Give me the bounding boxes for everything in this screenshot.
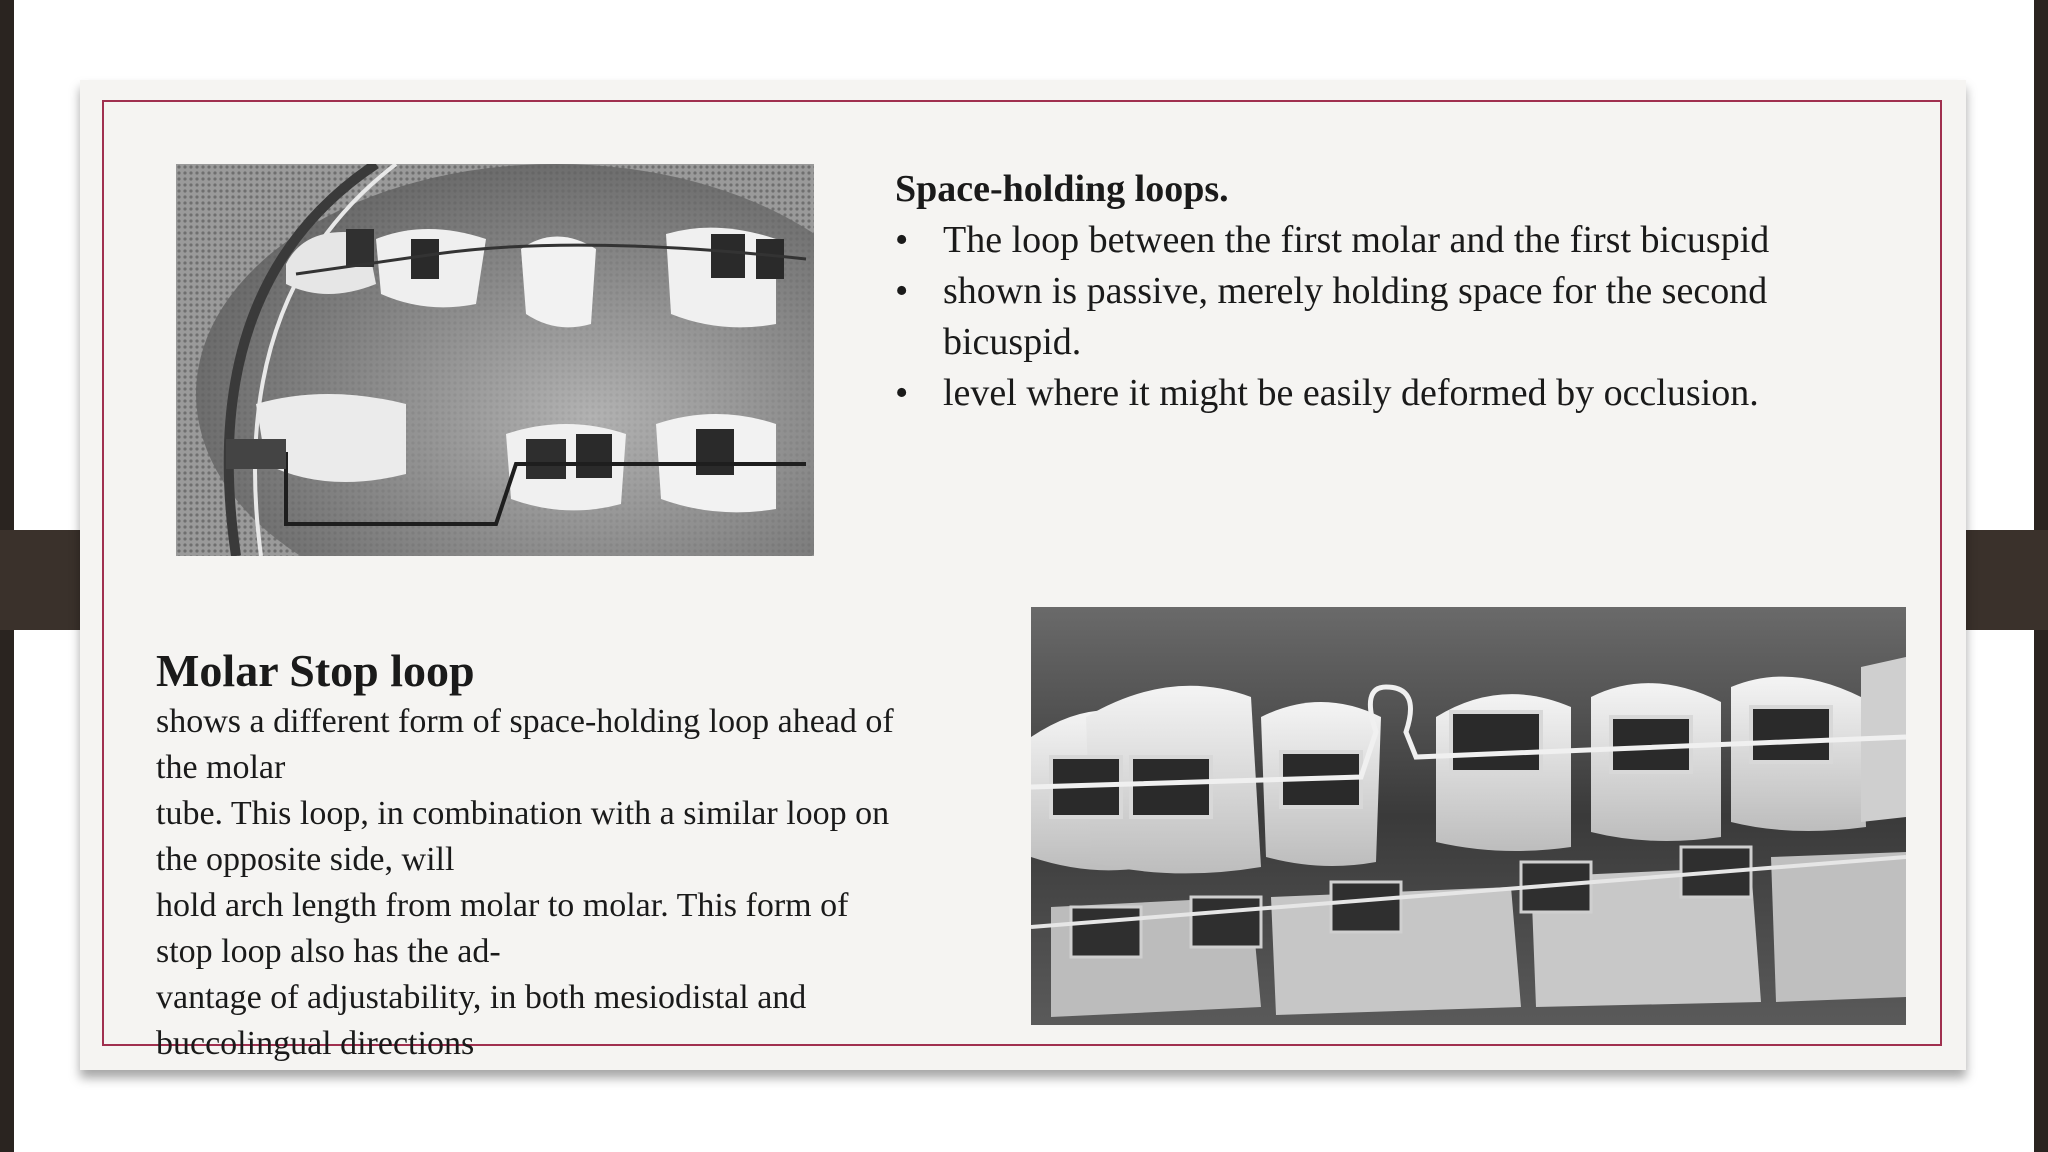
bullet-dot: • xyxy=(895,270,909,312)
section-title-space-holding: Space-holding loops. xyxy=(895,168,1229,210)
bullet-text: The loop between the first molar and the first bicuspid xyxy=(943,219,1770,261)
body-text-line: shows a different form of space-holding loop ahead of xyxy=(156,703,894,740)
body-text-line: vantage of adjustability, in both mesiodistal and xyxy=(156,979,807,1016)
body-text-line: hold arch length from molar to molar. This form of xyxy=(156,887,849,924)
body-text-line: the molar xyxy=(156,749,286,786)
bullet-text: shown is passive, merely holding space for the second bicuspid. xyxy=(943,270,1768,363)
bullet-list xyxy=(895,215,1895,419)
body-text-line: buccolingual directions xyxy=(156,1025,475,1062)
bullet-item xyxy=(895,266,1823,368)
space-holding-loops-section xyxy=(895,165,1895,419)
body-text-line: the opposite side, will xyxy=(156,841,455,878)
bullet-dot: • xyxy=(895,372,909,414)
section-title-molar-stop: Molar Stop loop xyxy=(156,645,475,696)
molar-stop-loop-section xyxy=(156,643,1006,1067)
body-text-line: stop loop also has the ad- xyxy=(156,933,501,970)
bullet-dot: • xyxy=(895,219,909,261)
bullet-item xyxy=(895,368,1823,419)
body-text-line: tube. This loop, in combination with a similar loop on xyxy=(156,795,890,832)
bullet-item xyxy=(895,215,1823,266)
slide xyxy=(80,80,1966,1070)
molar-stop-loop-photo xyxy=(1031,607,1906,1025)
space-holding-loop-photo xyxy=(176,164,814,556)
bullet-text: level where it might be easily deformed by occlusion. xyxy=(943,372,1759,414)
